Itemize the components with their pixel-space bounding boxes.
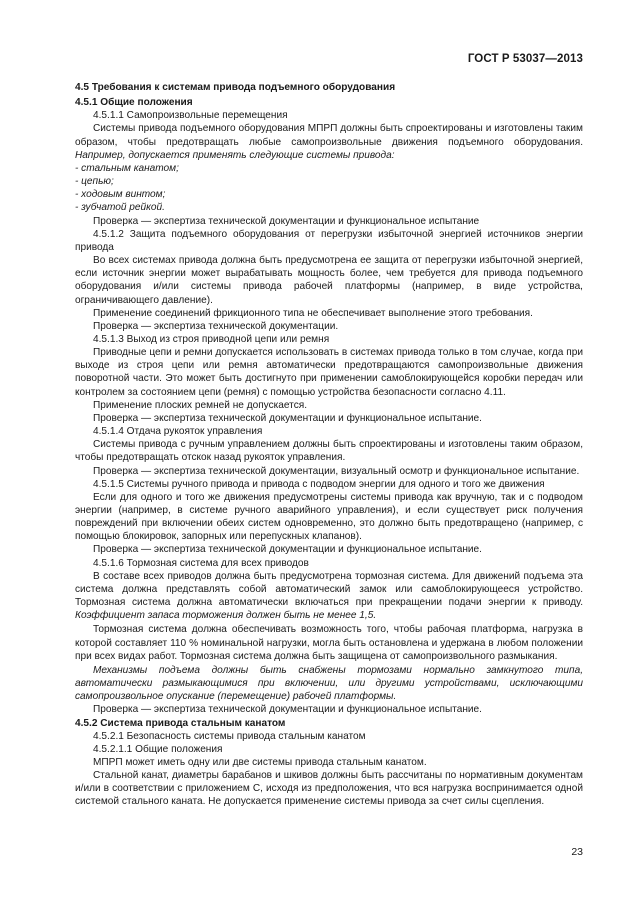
paragraph: Во всех системах привода должна быть предусмотрена ее защита от перегрузки избыточной энергией, если источник энергии может вырабатывать мощность более, чем требуется для привода подъемного оборудования и/или системы привода рабочей платформы (например, в виде устройства, ограничивающего давление). <box>75 255 583 306</box>
clause-heading-4-5-1-1: 4.5.1.1 Самопроизвольные перемещения <box>93 110 288 122</box>
clause-heading-4-5-2-1: 4.5.2.1 Безопасность системы привода стальным канатом <box>93 730 366 742</box>
paragraph: Тормозная система должна обеспечивать возможность того, чтобы рабочая платформа, нагрузка в которой составляет 110 % номинальной нагрузки, могла быть остановлена и удержана в любом положении при всех видах работ. Тормозная система должна быть защищена от самопроизвольного размыкания. <box>75 624 583 662</box>
list-item: - зубчатой рейкой. <box>75 202 165 214</box>
verification-note: Проверка — экспертиза технической документации и функциональное испытание. <box>93 704 482 716</box>
paragraph: Стальной канат, диаметры барабанов и шкивов должны быть рассчитаны по нормативным документам и/или в соответствии с приложением С, исходя из предположения, что вся нагрузка воспринимается одной системой стального каната. Не допускается применение системы привода за счет силы сцепления. <box>75 770 583 808</box>
paragraph <box>75 570 583 623</box>
subsection-heading-4-5-1: 4.5.1 Общие положения <box>75 97 193 109</box>
verification-note: Проверка — экспертиза технической документации, визуальный осмотр и функциональное испытание. <box>93 465 580 477</box>
paragraph-italic-text: Коэффициент запаса торможения должен быть не менее 1,5. <box>75 610 377 622</box>
list-item: - стальным канатом; <box>75 162 179 174</box>
italic-paragraph: Механизмы подъема должны быть снабжены тормозами нормально замкнутого типа, автоматически размыкающимися при включении, или другими устройствами, исключающими самопроизвольное опускание (перемещение) рабочей платформы. <box>75 664 583 703</box>
verification-note: Проверка — экспертиза технической документации. <box>93 320 339 332</box>
paragraph: Применение соединений фрикционного типа не обеспечивает выполнение этого требования. <box>93 307 533 319</box>
clause-heading-4-5-1-6: 4.5.1.6 Тормозная система для всех приводов <box>93 557 309 569</box>
clause-heading-4-5-1-4: 4.5.1.4 Отдача рукояток управления <box>93 426 263 438</box>
verification-note: Проверка — экспертиза технической документации и функциональное испытание. <box>93 412 482 424</box>
clause-heading-4-5-1-2: 4.5.1.2 Защита подъемного оборудования от перегрузки избыточной энергией источников энергии привода <box>75 228 583 253</box>
clause-heading-4-5-1-5: 4.5.1.5 Системы ручного привода и привода с подводом энергии для одного и того же движения <box>93 478 545 490</box>
verification-note: Проверка — экспертиза технической документации и функциональное испытание <box>93 215 480 227</box>
document-body <box>75 81 583 809</box>
paragraph-text: В составе всех приводов должна быть предусмотрена тормозная система. Для движений подъема эта система должна представлять собой автоматический замок или самоблокирующееся устройство. Тормозная система должна автоматически включаться при прекращении подачи энергии к приводу. <box>75 570 583 609</box>
paragraph-italic-text: Например, допускается применять следующие системы привода: <box>75 149 395 161</box>
paragraph: Приводные цепи и ремни допускается использовать в системах привода только в том случае, когда при выходе из строя цепи или ремня автоматически предотвращаются самопроизвольные движения поворотной части. Это может быть достигнуто при применении самоблокирующейся коробки передач или контролем за состоянием цепи (ремня) с помощью устройства безопасности согласно 4.11. <box>75 347 583 398</box>
paragraph <box>75 122 583 161</box>
list-item: - цепью; <box>75 176 114 188</box>
page-number: 23 <box>571 846 583 858</box>
document-code-header: ГОСТ Р 53037—2013 <box>467 53 583 65</box>
paragraph: Применение плоских ремней не допускается. <box>93 399 308 411</box>
paragraph: МПРП может иметь одну или две системы привода стальным канатом. <box>93 756 427 768</box>
subsection-heading-4-5-2: 4.5.2 Система привода стальным канатом <box>75 717 286 729</box>
paragraph: Системы привода с ручным управлением должны быть спроектированы и изготовлены таким образом, чтобы предотвращать отскок назад рукояток управления. <box>75 439 583 464</box>
paragraph: Если для одного и того же движения предусмотрены системы привода как вручную, так и с подводом энергии (например, в системе ручного аварийного управления), и если существует риск получения повреждений при включении обеих систем одновременно, это должно быть предотвращено (например, с помощью блокировок, запорных или перепускных клапанов). <box>75 491 583 543</box>
verification-note: Проверка — экспертиза технической документации и функциональное испытание. <box>93 544 482 556</box>
section-heading-4-5: 4.5 Требования к системам привода подъемного оборудования <box>75 82 396 93</box>
list-item: - ходовым винтом; <box>75 189 166 201</box>
clause-heading-4-5-1-3: 4.5.1.3 Выход из строя приводной цепи или ремня <box>93 333 330 345</box>
clause-heading-4-5-2-1-1: 4.5.2.1.1 Общие положения <box>93 743 223 755</box>
paragraph-text: Системы привода подъемного оборудования МПРП должны быть спроектированы и изготовлены таким образом, чтобы предотвращать любые самопроизвольные движения подъемного оборудования. <box>75 123 583 148</box>
